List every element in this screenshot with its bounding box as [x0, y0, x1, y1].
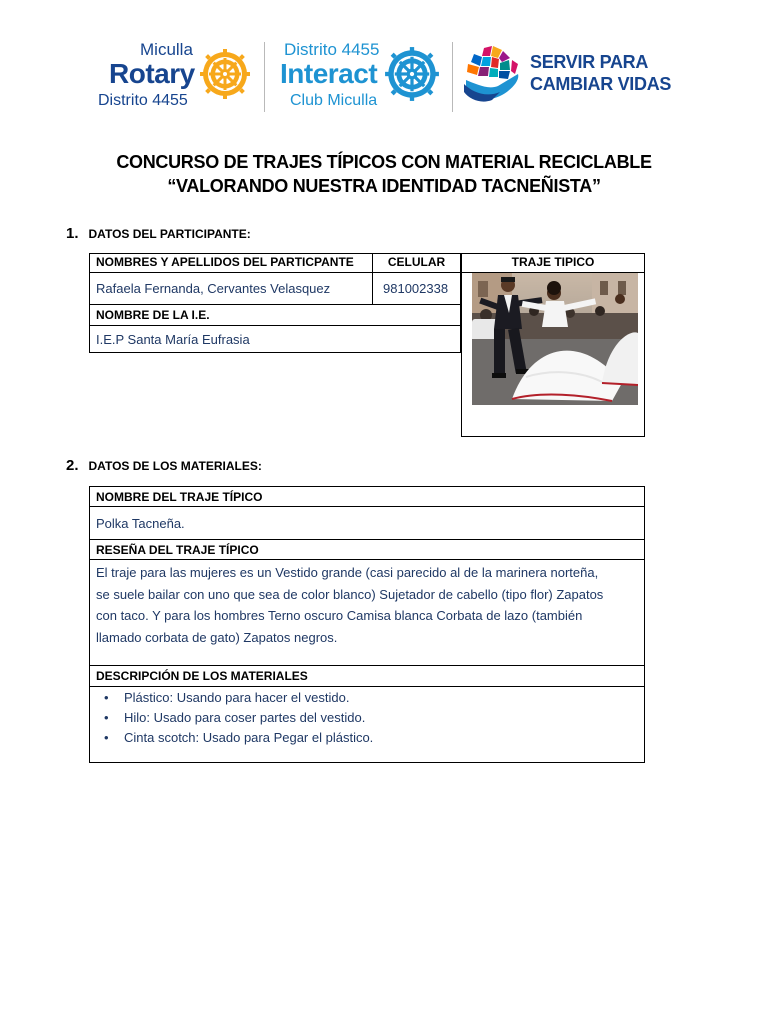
- section-heading-participant: [66, 225, 251, 242]
- interact-logo: [278, 38, 438, 116]
- interact-wheel-icon: [384, 46, 440, 102]
- list-item: [90, 708, 644, 728]
- logo-divider: [452, 42, 453, 112]
- section-heading-text: DATOS DE LOS MATERIALES:: [88, 459, 262, 473]
- costume-name-header: NOMBRE DEL TRAJE TÍPICO: [89, 486, 645, 507]
- list-item: [90, 688, 644, 708]
- bullet: •: [104, 710, 109, 725]
- review-line: llamado corbata de gato) Zapatos negros.: [96, 629, 338, 645]
- rotary-logo: [96, 38, 256, 116]
- costume-photo: [472, 273, 638, 405]
- interact-wordmark: Interact: [280, 58, 378, 89]
- heart-hands-icon: [462, 44, 522, 106]
- participant-name-value: Rafaela Fernanda, Cervantes Velasquez: [89, 272, 373, 305]
- review-line: con taco. Y para los hombres Terno oscuro Camisa blanca Corbata de lazo (también: [96, 608, 583, 623]
- rotary-wordmark: Rotary: [109, 58, 195, 89]
- servir-logo: [462, 42, 682, 112]
- participant-name-header: NOMBRES Y APELLIDOS DEL PARTICPANTE: [89, 253, 373, 273]
- servir-slogan-line1: SERVIR PARA: [530, 52, 649, 72]
- costume-review-header: RESEÑA DEL TRAJE TÍPICO: [89, 539, 645, 560]
- interact-club-name: Club Miculla: [290, 92, 378, 109]
- rotary-district: Distrito 4455: [98, 92, 188, 109]
- section-number: 1.: [66, 225, 79, 242]
- costume-photo-header: TRAJE TIPICO: [461, 253, 645, 273]
- review-line: El traje para las mujeres es un Vestido grande (casi parecido al de la marinera norteña,: [96, 565, 599, 580]
- document-title: CONCURSO DE TRAJES TÍPICOS CON MATERIAL RECICLABLE: [116, 152, 652, 172]
- costume-review-value: [89, 559, 645, 666]
- material-text: Plástico: Usando para hacer el vestido.: [124, 690, 350, 705]
- phone-value: 981002338: [372, 272, 461, 305]
- bullet: •: [104, 690, 109, 705]
- material-text: Cinta scotch: Usado para Pegar el plástico.: [124, 730, 374, 745]
- list-item: [90, 728, 644, 748]
- document-subtitle: “VALORANDO NUESTRA IDENTIDAD TACNEÑISTA”: [167, 176, 601, 196]
- review-line: se suele bailar con uno que sea de color blanco) Sujetador de cabello (tipo flor) Zapatos: [96, 586, 604, 602]
- rotary-wheel-icon: [199, 48, 251, 100]
- servir-slogan-line2: CAMBIAR VIDAS: [530, 74, 672, 94]
- section-heading-materials: [66, 457, 262, 474]
- material-text: Hilo: Usado para coser partes del vestido.: [124, 710, 366, 725]
- bullet: •: [104, 730, 109, 745]
- section-number: 2.: [66, 457, 79, 474]
- logo-divider: [264, 42, 265, 112]
- costume-name-value: Polka Tacneña.: [89, 506, 645, 540]
- materials-header: DESCRIPCIÓN DE LOS MATERIALES: [89, 665, 645, 687]
- phone-header: CELULAR: [372, 253, 461, 273]
- header-logos: [96, 38, 676, 116]
- interact-district: Distrito 4455: [284, 40, 380, 59]
- materials-list: [89, 686, 645, 763]
- school-header: NOMBRE DE LA I.E.: [89, 304, 461, 326]
- section-heading-text: DATOS DEL PARTICIPANTE:: [88, 227, 251, 241]
- school-value: I.E.P Santa María Eufrasia: [89, 325, 461, 353]
- rotary-club-name: Miculla: [140, 40, 193, 59]
